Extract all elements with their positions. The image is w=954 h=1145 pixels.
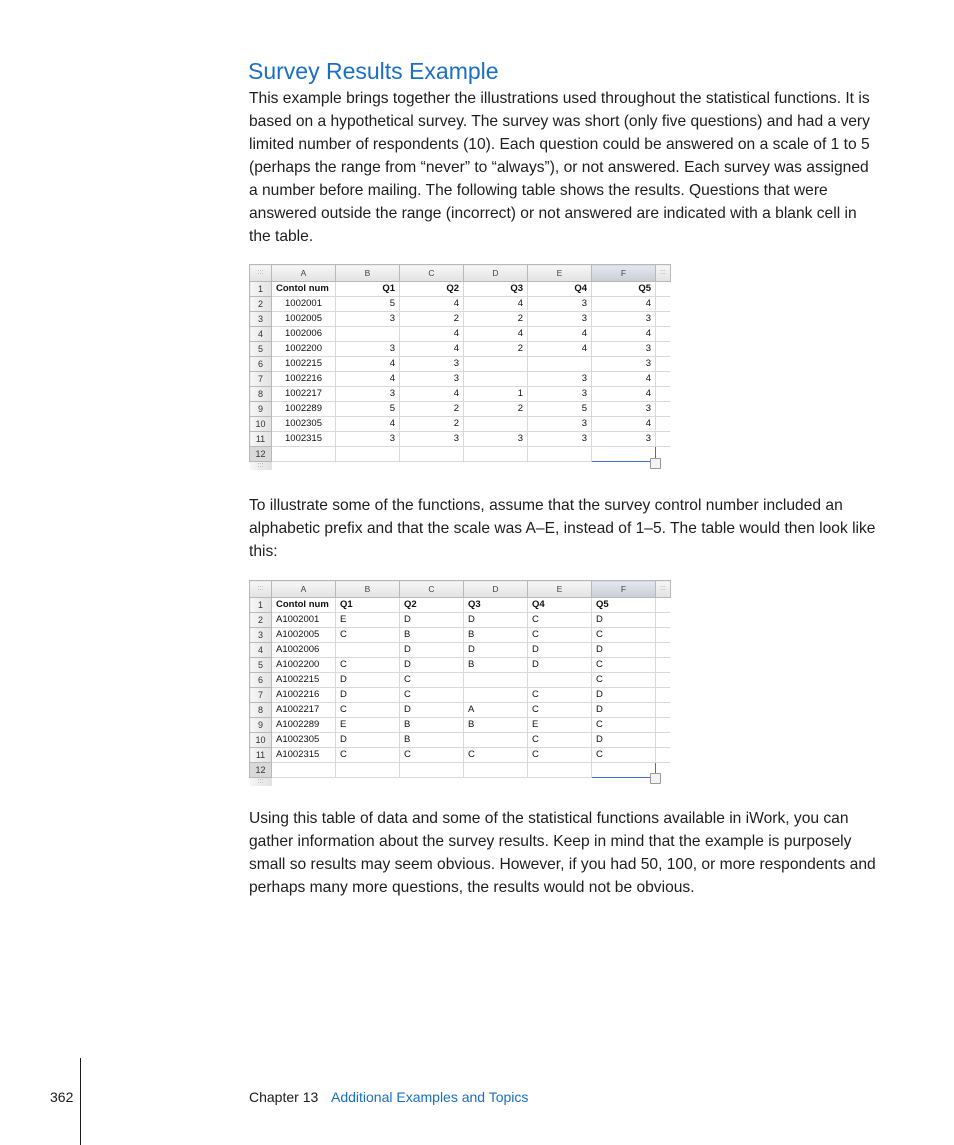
section-title: Survey Results Example (248, 58, 499, 84)
row-header[interactable]: 2 (250, 613, 272, 628)
table-corner-handle[interactable]: ::: (250, 265, 272, 282)
table-cell[interactable]: D (464, 613, 528, 628)
row-header[interactable]: 3 (250, 628, 272, 643)
column-header[interactable]: C (400, 581, 464, 598)
row-header[interactable]: 4 (250, 327, 272, 342)
chapter-label: Chapter 13 (249, 1089, 319, 1105)
table-cell[interactable]: C (592, 673, 656, 688)
table-cell[interactable]: A1002217 (272, 703, 336, 718)
chapter-title-link[interactable]: Additional Examples and Topics (331, 1089, 529, 1105)
row-header[interactable]: 5 (250, 342, 272, 357)
table-edge (656, 432, 671, 447)
column-header[interactable]: D (464, 265, 528, 282)
table-row (250, 643, 671, 658)
table-cell[interactable]: D (464, 643, 528, 658)
table-cell[interactable]: D (592, 688, 656, 703)
row-header[interactable]: 7 (250, 688, 272, 703)
table-cell[interactable] (272, 447, 336, 462)
table-cell[interactable]: 4 (592, 297, 656, 312)
table-cell[interactable] (464, 357, 528, 372)
table-edge (656, 703, 671, 718)
table-edge (656, 297, 671, 312)
row-header[interactable]: 1 (250, 282, 272, 297)
table-cell[interactable]: D (400, 658, 464, 673)
table-cell[interactable]: 4 (528, 327, 592, 342)
table-cell[interactable]: Q2 (400, 282, 464, 297)
table-edge (656, 748, 671, 763)
table-row (250, 387, 671, 402)
row-header[interactable]: 9 (250, 718, 272, 733)
add-column-handle[interactable]: ::: (656, 581, 671, 598)
table-edge (656, 387, 671, 402)
table-cell[interactable]: 3 (336, 312, 400, 327)
table-cell[interactable]: Contol num (272, 598, 336, 613)
table-edge (656, 327, 671, 342)
table-cell[interactable]: 3 (336, 387, 400, 402)
table-row (250, 402, 671, 417)
table-cell[interactable]: Q3 (464, 282, 528, 297)
table-cell[interactable]: 2 (464, 342, 528, 357)
table-cell[interactable]: D (528, 658, 592, 673)
survey-table-numeric (249, 264, 671, 470)
table-cell[interactable]: 4 (400, 327, 464, 342)
table-cell[interactable]: C (336, 628, 400, 643)
row-header[interactable]: 10 (250, 733, 272, 748)
table-cell[interactable]: B (400, 733, 464, 748)
row-header[interactable]: 9 (250, 402, 272, 417)
table-cell[interactable]: 4 (464, 327, 528, 342)
table-cell[interactable] (528, 357, 592, 372)
table-edge (656, 598, 671, 613)
table-cell[interactable]: B (464, 658, 528, 673)
table-cell[interactable]: Q2 (400, 598, 464, 613)
table-cell[interactable] (400, 763, 464, 778)
table-row (250, 718, 671, 733)
table-cell[interactable]: 4 (400, 297, 464, 312)
table-cell[interactable]: 1002216 (272, 372, 336, 387)
table-cell[interactable]: A1002006 (272, 643, 336, 658)
row-header[interactable]: 6 (250, 357, 272, 372)
table-cell[interactable]: A1002305 (272, 733, 336, 748)
table-edge (656, 357, 671, 372)
column-header[interactable]: F (592, 265, 656, 282)
table-cell[interactable]: E (336, 613, 400, 628)
row-header[interactable]: 1 (250, 598, 272, 613)
table-cell[interactable]: 4 (336, 372, 400, 387)
table-cell[interactable]: 3 (400, 357, 464, 372)
table-edge (656, 718, 671, 733)
table-cell[interactable]: 3 (528, 312, 592, 327)
table-edge (656, 673, 671, 688)
column-header[interactable]: C (400, 265, 464, 282)
table-cell[interactable]: 3 (400, 432, 464, 447)
table-row (250, 447, 671, 462)
table-cell[interactable]: 4 (592, 387, 656, 402)
column-header[interactable]: D (464, 581, 528, 598)
row-header[interactable]: 5 (250, 658, 272, 673)
table-cell[interactable]: 1 (464, 387, 528, 402)
row-header[interactable]: 2 (250, 297, 272, 312)
table-cell[interactable]: 3 (592, 342, 656, 357)
table-cell[interactable] (464, 688, 528, 703)
row-header[interactable]: 7 (250, 372, 272, 387)
table-row (250, 312, 671, 327)
table-footer (272, 778, 671, 787)
table-cell[interactable] (336, 327, 400, 342)
table-resize-handle[interactable] (650, 773, 661, 784)
table-row (250, 342, 671, 357)
row-header[interactable]: 11 (250, 748, 272, 763)
table-row (250, 282, 671, 297)
table-cell[interactable]: 4 (336, 357, 400, 372)
table-cell[interactable] (528, 447, 592, 462)
table-cell[interactable]: C (592, 718, 656, 733)
table-row (250, 673, 671, 688)
table-cell[interactable]: C (400, 688, 464, 703)
table-cell[interactable] (528, 673, 592, 688)
table-corner-handle[interactable]: ::: (250, 581, 272, 598)
table-cell[interactable] (464, 417, 528, 432)
table-edge (656, 613, 671, 628)
table-edge (656, 628, 671, 643)
table-cell[interactable] (464, 673, 528, 688)
table-cell[interactable]: 1002005 (272, 312, 336, 327)
table-cell[interactable] (464, 763, 528, 778)
table-cell[interactable]: B (400, 718, 464, 733)
table-cell[interactable]: 5 (336, 297, 400, 312)
table-row (250, 763, 671, 778)
row-header[interactable]: 12 (250, 447, 272, 462)
table-cell[interactable]: A (464, 703, 528, 718)
add-row-handle[interactable]: ::: (250, 778, 272, 787)
column-header[interactable]: B (336, 265, 400, 282)
column-header[interactable]: A (272, 265, 336, 282)
table-row (250, 598, 671, 613)
table-cell[interactable]: 3 (464, 432, 528, 447)
table-cell[interactable] (272, 763, 336, 778)
table-cell[interactable]: D (592, 643, 656, 658)
table-row (250, 688, 671, 703)
table-cell[interactable]: C (528, 748, 592, 763)
table-cell[interactable]: 1002217 (272, 387, 336, 402)
table-cell[interactable]: 3 (528, 372, 592, 387)
table-cell[interactable]: 1002305 (272, 417, 336, 432)
add-row-handle[interactable]: ::: (250, 462, 272, 471)
table-cell[interactable]: 3 (528, 387, 592, 402)
table-cell[interactable]: 3 (592, 357, 656, 372)
table-cell[interactable]: C (336, 658, 400, 673)
table-cell[interactable]: 5 (528, 402, 592, 417)
footer-rule (80, 1058, 81, 1145)
table-edge (656, 372, 671, 387)
table-cell[interactable]: D (400, 703, 464, 718)
column-header[interactable]: B (336, 581, 400, 598)
table-cell[interactable]: 4 (528, 342, 592, 357)
table-cell[interactable]: C (400, 748, 464, 763)
row-header[interactable]: 4 (250, 643, 272, 658)
table-cell[interactable]: 1002200 (272, 342, 336, 357)
row-header[interactable]: 8 (250, 703, 272, 718)
table-cell[interactable]: 4 (400, 387, 464, 402)
table-cell[interactable]: 4 (400, 342, 464, 357)
table-cell[interactable]: 3 (336, 432, 400, 447)
table-cell[interactable] (336, 763, 400, 778)
table-cell[interactable]: Q5 (592, 598, 656, 613)
table-cell[interactable]: 3 (592, 312, 656, 327)
table-cell[interactable]: D (336, 688, 400, 703)
table-edge (656, 417, 671, 432)
table-cell[interactable]: 4 (592, 372, 656, 387)
table-cell[interactable] (464, 733, 528, 748)
row-header[interactable]: 8 (250, 387, 272, 402)
column-header[interactable]: A (272, 581, 336, 598)
table-cell[interactable]: 4 (464, 297, 528, 312)
table-cell[interactable]: 4 (592, 417, 656, 432)
column-header[interactable]: F (592, 581, 656, 598)
table-edge (656, 342, 671, 357)
table-cell[interactable]: A1002215 (272, 673, 336, 688)
table-cell[interactable]: Q4 (528, 598, 592, 613)
table-cell[interactable]: E (528, 718, 592, 733)
table-cell[interactable]: C (528, 703, 592, 718)
table-row (250, 703, 671, 718)
table-cell[interactable]: B (400, 628, 464, 643)
selected-cell[interactable] (592, 447, 656, 462)
table-cell[interactable] (528, 763, 592, 778)
table-row (250, 432, 671, 447)
table-cell[interactable] (400, 447, 464, 462)
table-cell[interactable]: 1002001 (272, 297, 336, 312)
table-cell[interactable]: C (592, 748, 656, 763)
table-cell[interactable]: 3 (528, 417, 592, 432)
table-cell[interactable]: D (336, 673, 400, 688)
table-cell[interactable]: 2 (400, 312, 464, 327)
table-cell[interactable]: C (528, 733, 592, 748)
table-cell[interactable]: A1002216 (272, 688, 336, 703)
table-cell[interactable]: A1002289 (272, 718, 336, 733)
alphabetic-paragraph: To illustrate some of the functions, assume that the survey control number included an alphabetic prefix and that the scale was A–E, instead of 1–5. The table would then look like this: (249, 497, 876, 560)
table-cell[interactable]: C (592, 628, 656, 643)
table-cell[interactable]: C (528, 688, 592, 703)
table-cell[interactable]: 3 (592, 402, 656, 417)
table-cell[interactable]: E (336, 718, 400, 733)
table-row (250, 357, 671, 372)
table-cell[interactable]: 3 (400, 372, 464, 387)
page-number: 362 (50, 1089, 74, 1105)
row-header[interactable]: 11 (250, 432, 272, 447)
table-cell[interactable]: C (592, 658, 656, 673)
table-cell[interactable]: C (528, 628, 592, 643)
add-column-handle[interactable]: ::: (656, 265, 671, 282)
table-cell[interactable]: 1002215 (272, 357, 336, 372)
table-cell[interactable]: 2 (400, 417, 464, 432)
table-cell[interactable]: 3 (528, 297, 592, 312)
table-cell[interactable]: 4 (336, 417, 400, 432)
row-header[interactable]: 3 (250, 312, 272, 327)
closing-paragraph: Using this table of data and some of the statistical functions available in iWork, you can gather information about the survey results. Keep in mind that the example is purposely small so results may seem obvious. However, if you had 50, 100, or more respondents and perhaps many more questions, the results would not be obvious. (249, 810, 876, 896)
table-row (250, 748, 671, 763)
table-cell[interactable]: C (400, 673, 464, 688)
table-edge (656, 658, 671, 673)
table-edge (656, 282, 671, 297)
table-cell[interactable]: D (336, 733, 400, 748)
column-header[interactable]: E (528, 265, 592, 282)
table-row (250, 658, 671, 673)
table-cell[interactable]: B (464, 718, 528, 733)
table-cell[interactable]: Q4 (528, 282, 592, 297)
table-edge (656, 733, 671, 748)
row-header[interactable]: 6 (250, 673, 272, 688)
table-row (250, 297, 671, 312)
table-cell[interactable]: D (592, 613, 656, 628)
table-cell[interactable]: C (336, 748, 400, 763)
table-row (250, 372, 671, 387)
table-cell[interactable]: 2 (400, 402, 464, 417)
table-cell[interactable]: A1002200 (272, 658, 336, 673)
table-cell[interactable]: 4 (592, 327, 656, 342)
table-cell[interactable]: B (464, 628, 528, 643)
table-edge (656, 402, 671, 417)
table-cell[interactable]: D (400, 613, 464, 628)
table-row (250, 327, 671, 342)
table-cell[interactable]: A1002001 (272, 613, 336, 628)
table-row (250, 628, 671, 643)
table-cell[interactable]: 1002315 (272, 432, 336, 447)
table-cell[interactable]: 2 (464, 402, 528, 417)
table-cell[interactable]: Q1 (336, 598, 400, 613)
table-cell[interactable]: A1002005 (272, 628, 336, 643)
row-header[interactable]: 10 (250, 417, 272, 432)
table-cell[interactable]: Q3 (464, 598, 528, 613)
table-edge (656, 643, 671, 658)
selected-cell[interactable] (592, 763, 656, 778)
table-cell[interactable]: D (592, 733, 656, 748)
table-cell[interactable]: C (464, 748, 528, 763)
survey-table-alphabetic (249, 580, 671, 786)
table-cell[interactable]: 3 (592, 432, 656, 447)
table-cell[interactable]: 2 (464, 312, 528, 327)
intro-paragraph: This example brings together the illustrations used throughout the statistical functions. It is based on a hypothetical survey. The survey was short (only five questions) and had a very limited number of respondents (10). Each question could be answered on a scale of 1 to 5 (perhaps the range from “never” to “always”), or not answered. Each survey was assigned a number before mailing. The following table shows the results. Questions that were answered outside the range (incorrect) or not answered are indicated with a blank cell in the table. (249, 90, 870, 245)
table-cell[interactable]: 3 (336, 342, 400, 357)
table-row (250, 417, 671, 432)
table-cell[interactable]: Contol num (272, 282, 336, 297)
table-cell[interactable]: Q1 (336, 282, 400, 297)
row-header[interactable]: 12 (250, 763, 272, 778)
table-cell[interactable]: 3 (528, 432, 592, 447)
table-footer (272, 462, 671, 471)
table-cell[interactable] (336, 643, 400, 658)
table-cell[interactable]: 1002289 (272, 402, 336, 417)
table-edge (656, 312, 671, 327)
table-edge (656, 688, 671, 703)
table-cell[interactable] (464, 447, 528, 462)
table-cell[interactable]: C (336, 703, 400, 718)
table-cell[interactable]: D (400, 643, 464, 658)
table-cell[interactable] (464, 372, 528, 387)
table-cell[interactable]: D (528, 643, 592, 658)
table-resize-handle[interactable] (650, 458, 661, 469)
table-cell[interactable]: 5 (336, 402, 400, 417)
table-row (250, 733, 671, 748)
table-row (250, 613, 671, 628)
table-cell[interactable]: Q5 (592, 282, 656, 297)
table-cell[interactable]: 1002006 (272, 327, 336, 342)
table-cell[interactable]: D (592, 703, 656, 718)
table-cell[interactable] (336, 447, 400, 462)
table-cell[interactable]: A1002315 (272, 748, 336, 763)
table-cell[interactable]: C (528, 613, 592, 628)
column-header[interactable]: E (528, 581, 592, 598)
